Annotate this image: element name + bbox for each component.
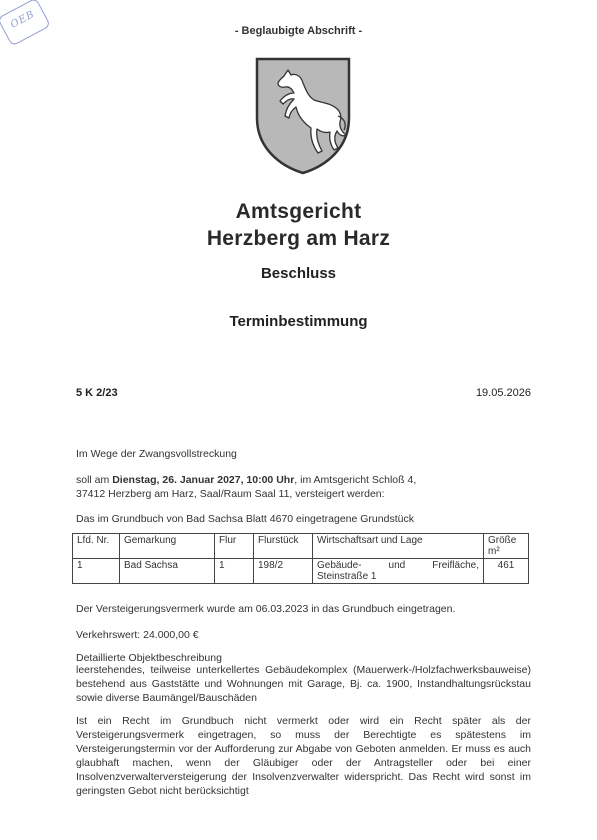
cell-flur: 1 bbox=[215, 559, 254, 584]
court-name-line2: Herzberg am Harz bbox=[206, 227, 391, 250]
table-header: Flur bbox=[215, 534, 254, 559]
table-header: Größe m² bbox=[484, 534, 529, 559]
schedule-address: 37412 Herzberg am Harz, Saal/Raum Saal 11, versteigert werden: bbox=[76, 488, 385, 500]
vermerk-text: Der Versteigerungsvermerk wurde am 06.03.2023 in das Grundbuch eingetragen. bbox=[76, 603, 456, 615]
schedule-paragraph bbox=[76, 473, 531, 501]
cell-flurstueck: 198/2 bbox=[254, 559, 313, 584]
table-header-row bbox=[73, 534, 529, 559]
court-name-line1: Amtsgericht bbox=[235, 200, 362, 223]
cell-lfd: 1 bbox=[73, 559, 120, 584]
decision-title: Beschluss bbox=[260, 265, 337, 282]
recht-paragraph: Ist ein Recht im Grundbuch nicht vermerkt oder wird ein Recht später als der Versteigerungsvermerk eingetragen, so muss der Berechtigte es spätestens im Versteigerungstermin vor der Aufforderung zur Abgabe von Geboten anmelden. Er muss es auch glaubhaft machen, wenn der Gläubiger oder der Antragsteller oder bei einer Insolvenzverwalterversteigerung der Insolvenzverwalter widerspricht. Das Recht wird sonst im geringsten Gebot nicht berücksichtigt bbox=[76, 715, 531, 797]
property-table bbox=[72, 533, 529, 584]
document-date: 19.05.2026 bbox=[475, 387, 531, 399]
approval-stamp: OEB bbox=[0, 0, 51, 46]
verkehrswert-text: Verkehrswert: 24.000,00 € bbox=[76, 629, 199, 641]
lower-saxony-horse-coat-of-arms-icon bbox=[254, 56, 352, 176]
wirt-part: Freifläche, bbox=[432, 560, 479, 571]
cell-groesse: 461 bbox=[484, 559, 529, 584]
certified-copy-label: - Beglaubigte Abschrift - bbox=[234, 25, 363, 37]
table-header: Flurstück bbox=[254, 534, 313, 559]
cell-gemarkung: Bad Sachsa bbox=[120, 559, 215, 584]
subject-title: Terminbestimmung bbox=[229, 313, 368, 330]
table-header: Lfd. Nr. bbox=[73, 534, 120, 559]
table-row bbox=[73, 559, 529, 584]
schedule-prefix: soll am bbox=[76, 474, 113, 486]
wirt-location: Steinstraße 1 bbox=[317, 571, 377, 582]
schedule-date-time: Dienstag, 26. Januar 2027, 10:00 Uhr bbox=[112, 474, 295, 486]
table-header: Gemarkung bbox=[120, 534, 215, 559]
file-number: 5 K 2/23 bbox=[76, 387, 118, 399]
cell-wirtschaftsart bbox=[313, 559, 484, 584]
schedule-location: , im Amtsgericht Schloß 4, bbox=[294, 474, 417, 486]
table-header: Wirtschaftsart und Lage bbox=[313, 534, 484, 559]
wirt-part: Gebäude- bbox=[317, 560, 362, 571]
grundbuch-text: Das im Grundbuch von Bad Sachsa Blatt 4670 eingetragene Grundstück bbox=[76, 513, 414, 525]
objekt-description: leerstehendes, teilweise unterkellertes Gebäudekomplex (Mauerwerk-/Holzfachwerksbauweise) bestehend aus Gaststätte und Wohnungen mit Garage, Bj. ca. 1900, Instandhaltungsrückstau sowie diverse Baumängel/Bauschäden bbox=[76, 664, 531, 704]
wirt-part: und bbox=[388, 560, 406, 571]
objekt-heading: Detaillierte Objektbeschreibung bbox=[76, 652, 222, 664]
intro-text: Im Wege der Zwangsvollstreckung bbox=[76, 448, 237, 460]
